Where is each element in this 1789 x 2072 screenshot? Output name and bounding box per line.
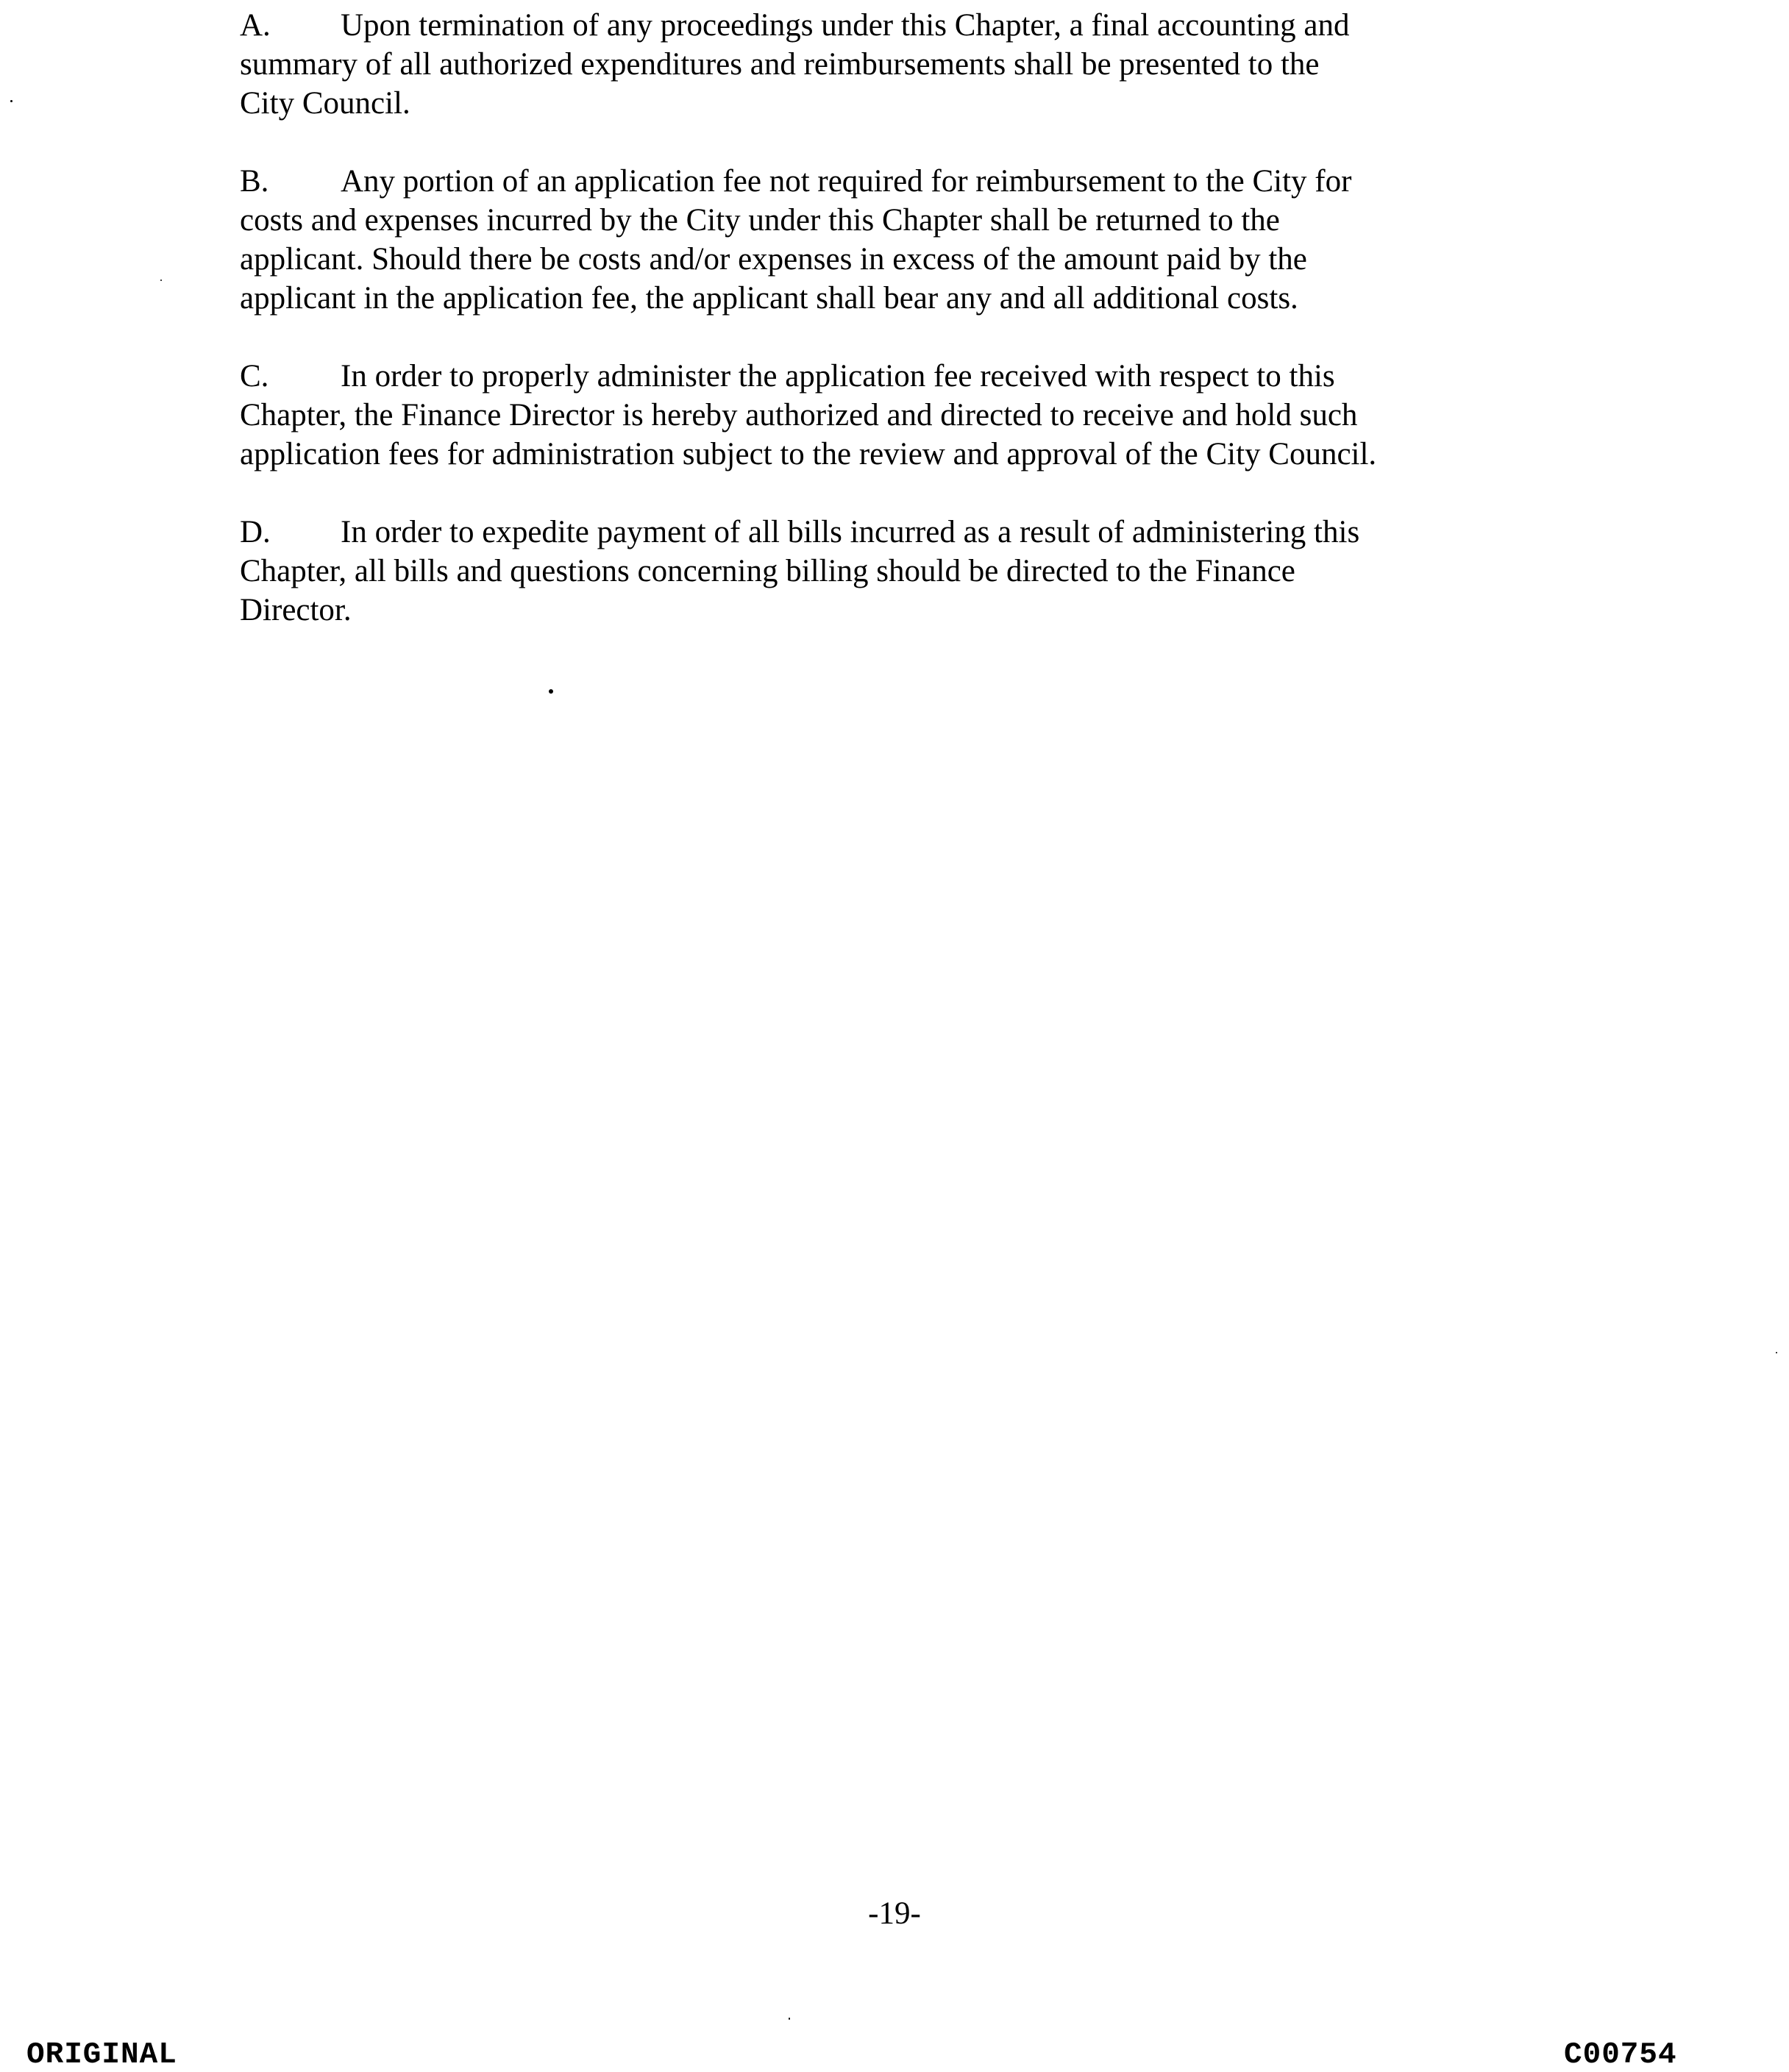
original-stamp: ORIGINAL [26, 2038, 177, 2072]
section-d-letter: D. [240, 515, 271, 549]
section-a-letter: A. [240, 8, 271, 43]
scan-speck [160, 280, 162, 281]
section-b-line-3: applicant. Should there be costs and/or expenses in excess of the amount paid by the [240, 242, 1307, 277]
section-a [240, 6, 1505, 123]
section-b-line-1-text: Any portion of an application fee not required for reimbursement to the City for [341, 164, 1352, 199]
section-a-line-3: City Council. [240, 86, 410, 121]
section-d-line-3: Director. [240, 593, 352, 627]
section-d [240, 513, 1505, 630]
scan-speck [549, 689, 553, 694]
section-c-line-3: application fees for administration subject to the review and approval of the City Council. [240, 437, 1377, 471]
section-b-line-4: applicant in the application fee, the applicant shall bear any and all additional costs. [240, 281, 1298, 316]
section-c-line-1 [240, 357, 1505, 396]
section-b-line-2: costs and expenses incurred by the City under this Chapter shall be returned to the [240, 203, 1280, 238]
section-a-line-1 [240, 6, 1505, 45]
section-b-line-1 [240, 162, 1505, 201]
scan-speck [789, 2018, 790, 2020]
document-id-stamp: C00754 [1564, 2038, 1677, 2072]
section-c-line-2: Chapter, the Finance Director is hereby authorized and directed to receive and hold such [240, 398, 1358, 432]
section-d-line-1-text: In order to expedite payment of all bills incurred as a result of administering this [341, 515, 1360, 549]
section-d-line-1 [240, 513, 1505, 552]
section-d-line-2: Chapter, all bills and questions concerning billing should be directed to the Finance [240, 554, 1295, 588]
section-a-line-1-text: Upon termination of any proceedings under this Chapter, a final accounting and [341, 8, 1350, 43]
scan-speck [10, 100, 13, 102]
section-c-line-1-text: In order to properly administer the application fee received with respect to this [341, 359, 1335, 394]
section-a-line-2: summary of all authorized expenditures and reimbursements shall be presented to the [240, 47, 1320, 82]
section-c [240, 357, 1505, 474]
section-b-letter: B. [240, 164, 269, 199]
section-b [240, 162, 1505, 318]
section-c-letter: C. [240, 359, 269, 394]
page-number: -19- [868, 1896, 921, 1931]
scan-speck [1776, 1352, 1777, 1353]
